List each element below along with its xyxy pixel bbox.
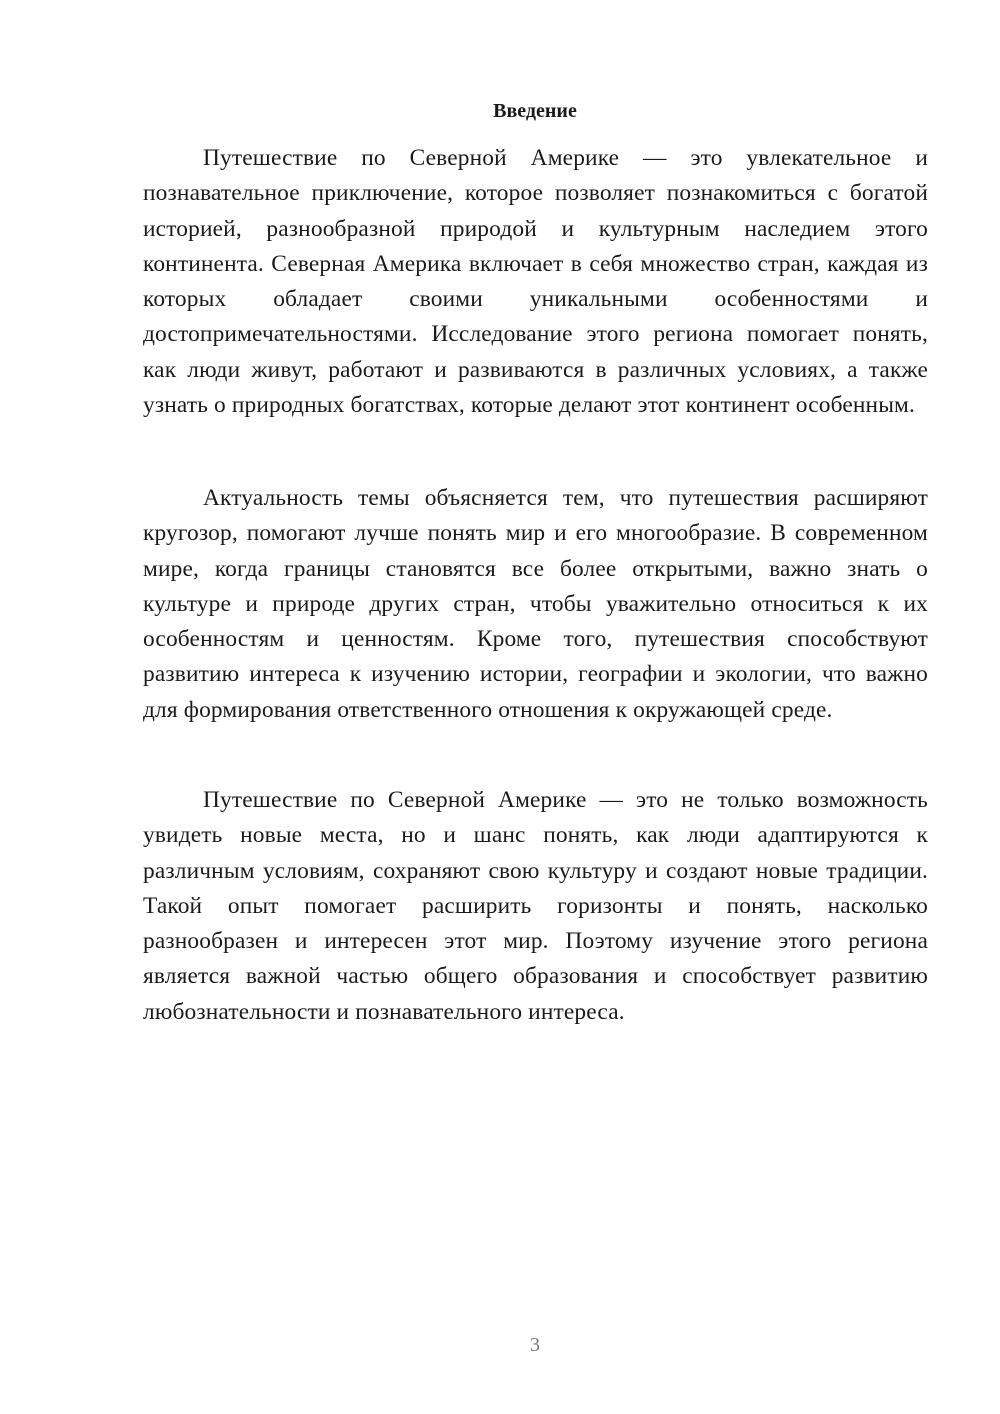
section-heading: Введение — [493, 100, 577, 122]
paragraph-relevance: Актуальность темы объясняется тем, что путешествия расширяют кругозор, помогают лучше понять мир и его многообразие. В современном мире, когда границы становятся все более открытыми, важно знать о культуре и природе других стран, чтобы уважительно относиться к их особенностям и ценностям. Кроме того, путешествия способствуют развитию интереса к изучению истории, географии и экологии, что важно для формирования ответственного отношения к окружающей среде. — [143, 485, 928, 723]
paragraph-intro: Путешествие по Северной Америке — это увлекательное и познавательное приключение, которое позволяет познакомиться с богатой историей, разнообразной природой и культурным наследием этого континента. Северная Америка включает в себя множество стран, каждая из которых обладает своими уникальными особенностями и достопримечательностями. Исследование этого региона помогает понять, как люди живут, работают и развиваются в различных условиях, а также узнать о природных богатствах, которые делают этот континент особенным. — [143, 145, 928, 419]
paragraph-conclusion: Путешествие по Северной Америке — это не только возможность увидеть новые места, но и шанс понять, как люди адаптируются к различным условиям, сохраняют свою культуру и создают новые традиции. Такой опыт помогает расширить горизонты и понять, насколько разнообразен и интересен этот мир. Поэтому изучение этого региона является важной частью общего образования и способствует развитию любознательности и познавательного интереса. — [143, 787, 928, 1025]
page-number: 3 — [530, 1334, 540, 1356]
